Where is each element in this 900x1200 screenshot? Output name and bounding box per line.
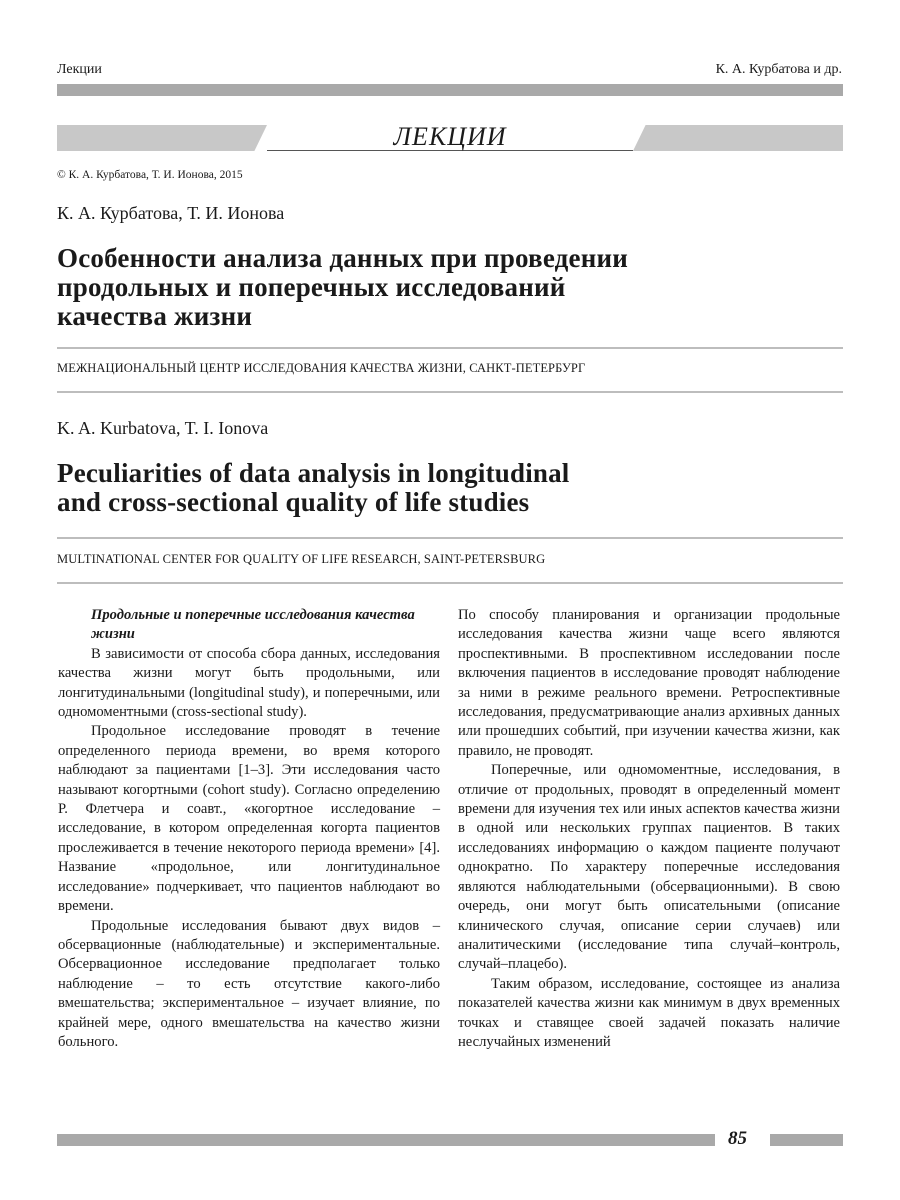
affiliation-ru: МЕЖНАЦИОНАЛЬНЫЙ ЦЕНТР ИССЛЕДОВАНИЯ КАЧЕСТВА ЖИЗНИ, САНКТ-ПЕТЕРБУРГ [57, 361, 586, 375]
paragraph: В зависимости от способа сбора данных, исследования качества жизни могут быть продольными, или лонгитудинальными (longitudinal study), и поперечными, или одномоментными (cross-sectional study). [58, 645, 440, 721]
divider [57, 537, 843, 539]
divider [57, 347, 843, 349]
affiliation-en: MULTINATIONAL CENTER FOR QUALITY OF LIFE RESEARCH, SAINT-PETERSBURG [57, 552, 546, 566]
footer-rule-left [57, 1134, 715, 1146]
paragraph: Продольное исследование проводят в течение определенного периода времени, во время которого наблюдают за пациентами [1–3]. Эти исследования часто называют когортными (cohort study). Согласно определению Р. Флетчера и соавт., «когортное исследование – исследование, в котором определенная когорта пациентов прослеживается в течение некоторого периода времени» [4]. Название «продольное, или лонгитудинальное исследование» подчеркивает, что пациентов наблюдают во времени. [58, 723, 440, 915]
authors-ru: К. А. Курбатова, Т. И. Ионова [57, 203, 285, 223]
divider [57, 582, 843, 584]
title-ru-line: качества жизни [57, 301, 253, 331]
section-banner [57, 122, 843, 151]
authors-en: K. A. Kurbatova, T. I. Ionova [57, 418, 269, 438]
copyright-notice: © К. А. Курбатова, Т. И. Ионова, 2015 [57, 169, 243, 181]
body-column-left [58, 606, 440, 1052]
divider [57, 391, 843, 393]
paragraph: Продольные исследования бывают двух видов – обсервационные (наблюдательные) и экспериментальные. Обсервационное исследование предполагает только наблюдение – то есть отсутствие какого-либо вмешательства; экспериментальное – изучает влияние, по крайней мере, одного вмешательства на качество жизни больного. [58, 917, 440, 1050]
article-title-en [57, 459, 837, 517]
footer-rule-right [770, 1134, 843, 1146]
running-header-right: К. А. Курбатова и др. [715, 62, 842, 77]
article-title-ru [57, 244, 837, 331]
paragraph: По способу планирования и организации продольные исследования качества жизни чаще всего являются проспективными. В проспективном исследовании после включения пациентов в исследование проводят наблюдение за ними в режиме реального времени. Ретроспективные исследования, предусматривающие анализ архивных данных или прошедших событий, при изучении качества жизни, как правило, не проводят. [458, 607, 840, 759]
paragraph: Таким образом, исследование, состоящее из анализа показателей качества жизни как минимум в двух временных точках и ставящее своей задачей показать наличие неслучайных изменений [458, 975, 840, 1050]
title-ru-line: Особенности анализа данных при проведении [57, 243, 628, 273]
header-rule [57, 84, 843, 96]
section-title: ЛЕКЦИИ [393, 122, 507, 151]
title-en-line: and cross-sectional quality of life studies [57, 487, 530, 517]
section-heading: Продольные и поперечные исследования качества жизни [91, 607, 415, 643]
running-header-left: Лекции [57, 62, 102, 77]
body-column-right [458, 606, 840, 1052]
page-number: 85 [728, 1128, 747, 1149]
paragraph: Поперечные, или одномоментные, исследования, в отличие от продольных, проводят в определенный момент времени для изучения тех или иных аспектов качества жизни в одной или нескольких группах пациентов. В таких исследованиях информацию о каждом пациенте получают однократно. По характеру поперечные исследования являются наблюдательными (обсервационными). В свою очередь, они могут быть описательными (описание клинического случая, описание серии случаев) или аналитическими (исследование типа случай–контроль, случай–плацебо). [458, 762, 840, 973]
title-en-line: Peculiarities of data analysis in longitudinal [57, 458, 570, 488]
title-ru-line: продольных и поперечных исследований [57, 272, 566, 302]
